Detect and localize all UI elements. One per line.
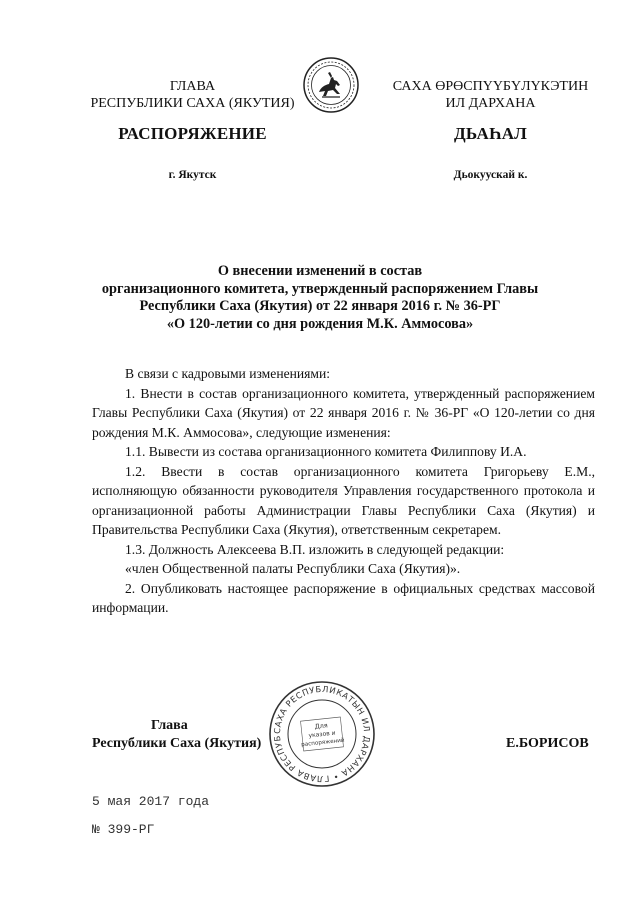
signature-position-1: Глава xyxy=(151,718,188,733)
stamp-center-line: Для xyxy=(314,721,329,731)
document-number: № 399-РГ xyxy=(92,822,155,837)
header-right xyxy=(378,78,603,112)
city-ru: г. Якутск xyxy=(168,169,217,181)
signature-position-2: Республики Саха (Якутия) xyxy=(92,736,262,751)
coat-of-arms-icon xyxy=(302,56,360,114)
body-paragraph: 2. Опубликовать настоящее распоряжение в официальных средствах массовой информации. xyxy=(92,580,595,615)
stamp-center-line: распоряжений xyxy=(301,737,345,749)
document-body xyxy=(92,364,595,618)
body-paragraph: 1. Внести в состав организационного комитета, утвержденный распоряжением Главы Республики Саха (Якутия) от 22 января 2016 г. № 36-РГ «О 120-летии со дня рождения М.К. Аммосова», следующие изменения: xyxy=(92,385,595,440)
header-left xyxy=(80,78,305,112)
title-line: Республики Саха (Якутия) от 22 января 2016 г. № 36-РГ xyxy=(139,298,501,315)
signature-name: Е.БОРИСОВ xyxy=(506,736,589,751)
header-right-line-1: САХА ӨРӨСПҮҮБҮЛҮКЭТИН xyxy=(392,79,589,94)
official-stamp xyxy=(268,680,376,788)
title-line: О внесении изменений в состав xyxy=(217,263,423,279)
stamp-ring-text: САХА РЕСПУБЛИКАТЫН ИЛ ДАРХАНА • ГЛАВА РЕСПУБ xyxy=(271,683,373,785)
body-paragraph: В связи с кадровыми изменениями: xyxy=(125,366,331,381)
body-paragraph: 1.2. Ввести в состав организационного комитета Григорьеву Е.М., исполняющую обязанности руководителя Управления государственного протокола и организационной работы Администрации Главы Республики Саха (Якутия) и Правительства Республики Саха (Якутия), ответственным секретарем. xyxy=(92,463,595,537)
city-sah: Дьокуускай к. xyxy=(453,169,528,181)
header-right-line-2: ИЛ ДАРХАНА xyxy=(445,96,536,111)
header-left-line-1: ГЛАВА xyxy=(169,79,216,94)
document-title xyxy=(60,263,580,333)
doc-type-ru: РАСПОРЯЖЕНИЕ xyxy=(118,124,267,143)
title-line: организационного комитета, утвержденный распоряжением Главы xyxy=(101,280,539,297)
body-paragraph: 1.1. Вывести из состава организационного комитета Филиппову И.А. xyxy=(125,444,527,459)
doc-type-sah: ДЬАҺАЛ xyxy=(453,124,528,143)
stamp-center-line: указов и xyxy=(308,729,336,740)
body-paragraph: 1.3. Должность Алексеева В.П. изложить в следующей редакции: xyxy=(125,541,505,557)
title-line: «О 120-летии со дня рождения М.К. Аммосова» xyxy=(166,315,474,332)
body-paragraph: «член Общественной палаты Республики Саха (Якутия)». xyxy=(125,561,461,576)
header-left-line-2: РЕСПУБЛИКИ САХА (ЯКУТИЯ) xyxy=(90,96,295,111)
document-date: 5 мая 2017 года xyxy=(92,794,210,809)
